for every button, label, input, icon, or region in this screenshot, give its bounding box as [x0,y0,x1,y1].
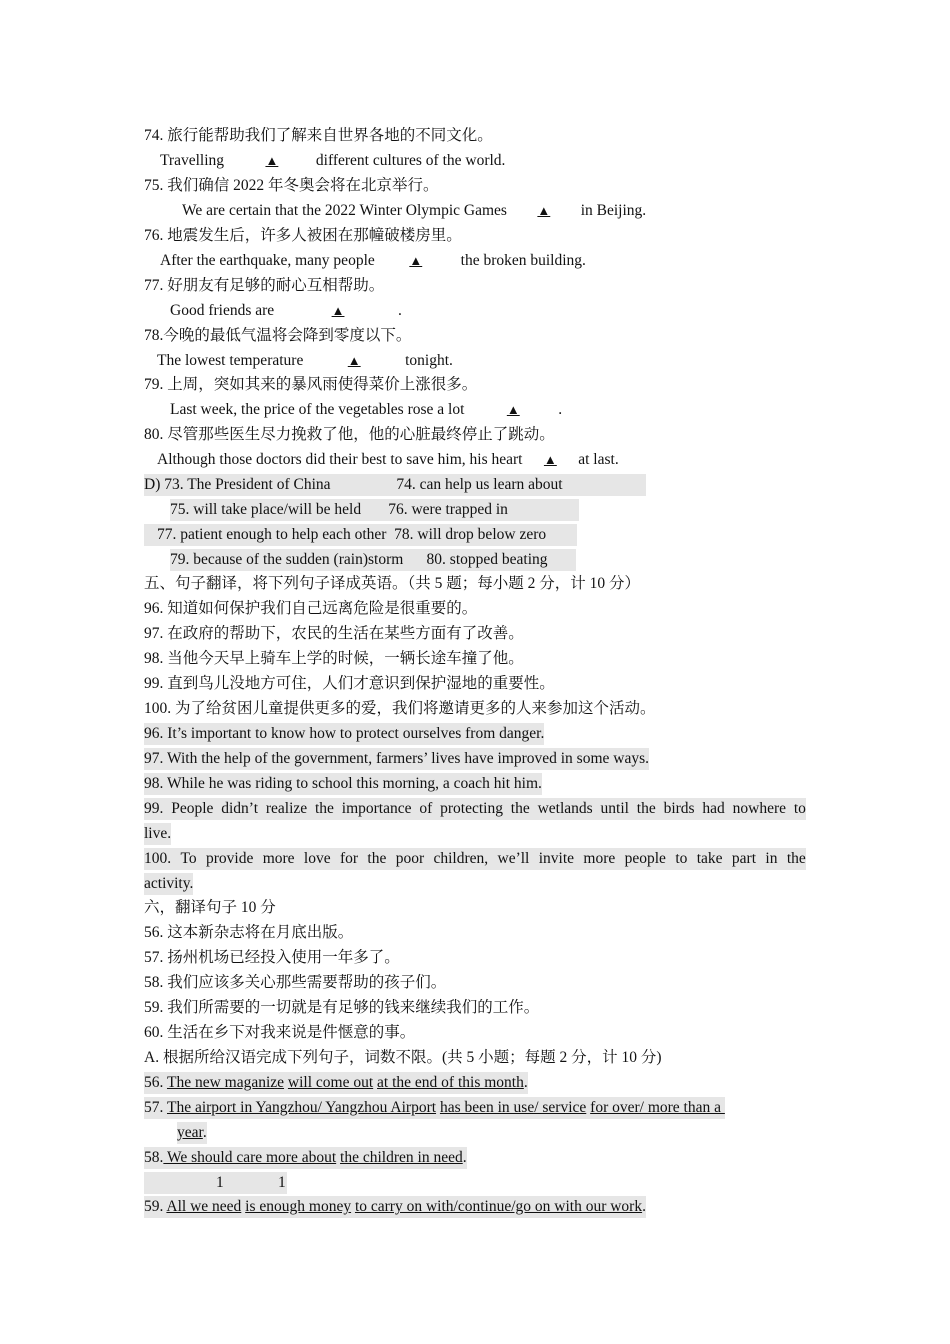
part-a-instruction: A. 根据所给汉语完成下列句子，词数不限。(共 5 小题；每题 2 分，计 10 分) [144,1049,662,1066]
q80-blank [526,449,574,471]
q77-blank [278,300,398,322]
answer-58-part-2: the children in need [340,1149,463,1166]
answer-100-word: children, [433,850,489,867]
q74-suffix: different cultures of the world. [315,152,506,169]
score-row [144,1172,287,1194]
answer-56-part-2: will come out [287,1074,374,1091]
triangle-marker: ▲ [543,452,557,467]
section-5-title: 五、句子翻译，将下列句子译成英语。（共 5 题；每小题 2 分，计 10 分） [144,575,641,592]
answer-100-word: love [303,850,331,867]
question-76-chinese: 76. 地震发生后，许多人被困在那幢破楼房里。 [144,227,462,244]
question-59-chinese: 59. 我们所需要的一切就是有足够的钱来继续我们的工作。 [144,999,540,1016]
q80-prefix: Although those doctors did their best to save him, his heart [157,451,527,468]
answer-99-word: didn’t [221,800,258,817]
answer-59 [144,1196,646,1218]
answer-100-word: for [339,850,359,867]
answers-d-line-3: 77. patient enough to help each other 78. will drop below zero [144,524,577,546]
score-value-2: 1 [278,1174,286,1191]
triangle-marker: ▲ [347,353,361,368]
answer-56-part-1: The new maganize [166,1074,285,1091]
answer-59-part-3: to carry on with/continue/go on with our work [354,1198,643,1215]
answer-97: 97. With the help of the government, farmers’ lives have improved in some ways. [144,748,649,770]
answer-57-line-2 [177,1122,207,1144]
answer-100-line-1 [144,848,806,870]
question-58-chinese: 58. 我们应该多关心那些需要帮助的孩子们。 [144,974,447,991]
answers-d-line-1: D) 73. The President of China 74. can help us learn about [144,474,646,496]
answers-d-line-4: 79. because of the sudden (rain)storm 80. stopped beating [170,549,576,571]
q76-blank [375,250,457,272]
answer-100-word: take [696,850,723,867]
q78-suffix: tonight. [401,352,453,369]
q77-suffix: . [398,302,402,319]
answer-99-word: nowhere [732,800,787,817]
answer-99-word: wetlands [537,800,593,817]
answer-100-word: more [583,850,616,867]
q77-prefix: Good friends are [170,302,279,319]
answer-100-word: we’ll [497,850,530,867]
answer-100-word: to [675,850,688,867]
answer-99-word: the [510,800,530,817]
answer-56-number: 56. [144,1074,167,1091]
answer-99-word: the [314,800,334,817]
answer-100-word: the [786,850,806,867]
q75-prefix: We are certain that the 2022 Winter Olympic Games [182,202,511,219]
q74-prefix: Travelling [160,152,228,169]
q75-suffix: in Beijing. [576,202,647,219]
q79-blank [468,399,558,421]
answer-99-word: birds [663,800,695,817]
answer-59-part-2: is enough money [245,1198,352,1215]
answer-99-word: People [171,800,214,817]
answer-57-part-3: for over/ more than a [590,1099,725,1116]
q79-prefix: Last week, the price of the vegetables rose a lot [170,401,469,418]
section-6-title: 六，翻译句子 10 分 [144,899,276,916]
triangle-marker: ▲ [331,303,345,318]
answer-59-part-1: All we need [166,1198,242,1215]
answer-99-word: 99. [144,800,164,817]
question-96-chinese: 96. 知道如何保护我们自己远离危险是很重要的。 [144,600,478,617]
answer-96: 96. It’s important to know how to protect ourselves from danger. [144,723,544,745]
answer-99-line-2: live. [144,823,171,845]
answer-99-word: until [600,800,629,817]
answer-58-period: . [462,1149,467,1166]
triangle-marker: ▲ [506,402,520,417]
answer-57-period: . [202,1124,207,1141]
question-78-english [157,350,453,372]
answer-56-part-3: at the end of this month [377,1074,524,1091]
q78-prefix: The lowest temperature [157,352,308,369]
q74-blank [228,150,316,172]
answer-100-word: more [262,850,295,867]
answer-98: 98. While he was riding to school this morning, a coach hit him. [144,773,542,795]
answer-56 [144,1072,528,1094]
answer-100-word: part [731,850,757,867]
q76-prefix: After the earthquake, many people [160,252,375,269]
answer-100-word: people [624,850,666,867]
answer-100-word: To [180,850,197,867]
question-97-chinese: 97. 在政府的帮助下，农民的生活在某些方面有了改善。 [144,625,524,642]
answer-57-part-1: The airport in Yangzhou/ Yangzhou Airport [166,1099,437,1116]
answer-100-word: 100. [144,850,172,867]
answer-59-number: 59. [144,1198,167,1215]
question-75-chinese: 75. 我们确信 2022 年冬奥会将在北京举行。 [144,177,439,194]
question-77-chinese: 77. 好朋友有足够的耐心互相帮助。 [144,277,385,294]
score-value-1: 1 [216,1174,224,1191]
question-100-chinese: 100. 为了给贫困儿童提供更多的爱，我们将邀请更多的人来参加这个活动。 [144,700,656,717]
answer-100-word: in [765,850,778,867]
question-98-chinese: 98. 当他今天早上骑车上学的时候，一辆长途车撞了他。 [144,650,524,667]
answer-100-word: invite [538,850,575,867]
answer-99-word: of [419,800,433,817]
answer-56-period: . [523,1074,528,1091]
q76-suffix: the broken building. [456,252,586,269]
q75-blank [511,200,577,222]
q78-blank [307,350,401,372]
answer-100-line-2: activity. [144,873,193,895]
answer-100-word: poor [395,850,425,867]
answer-58-part-1: We should care more about [163,1149,337,1166]
answer-99-word: realize [265,800,308,817]
answer-57-number: 57. [144,1099,167,1116]
question-77-english [170,300,402,322]
question-57-chinese: 57. 扬州机场已经投入使用一年多了。 [144,949,400,966]
question-76-english [160,250,586,272]
question-74-chinese: 74. 旅行能帮助我们了解来自世界各地的不同文化。 [144,127,493,144]
question-80-chinese: 80. 尽管那些医生尽力挽救了他，他的心脏最终停止了跳动。 [144,426,555,443]
question-99-chinese: 99. 直到鸟儿没地方可住，人们才意识到保护湿地的重要性。 [144,675,555,692]
answer-100-word: provide [205,850,254,867]
answer-57-part-4: year [177,1124,203,1141]
answer-99-line-1 [144,798,806,820]
triangle-marker: ▲ [409,253,423,268]
answers-d-line-2: 75. will take place/will be held 76. were trapped in [170,499,579,521]
question-79-english [170,399,562,421]
triangle-marker: ▲ [537,203,551,218]
answer-58-number: 58. [144,1149,164,1166]
answer-100-word: the [367,850,387,867]
question-75-english [182,200,646,222]
answer-99-word: importance [341,800,412,817]
question-78-chinese: 78.今晚的最低气温将会降到零度以下。 [144,327,412,344]
answer-58 [144,1147,467,1169]
answer-99-word: the [636,800,656,817]
answer-57-part-2: has been in use/ service [439,1099,587,1116]
q79-suffix: . [558,401,563,418]
question-60-chinese: 60. 生活在乡下对我来说是件惬意的事。 [144,1024,416,1041]
answer-99-word: to [793,800,806,817]
question-74-english [160,150,505,172]
q80-suffix: at last. [574,451,619,468]
answer-99-word: protecting [440,800,503,817]
triangle-marker: ▲ [265,153,279,168]
answer-59-period: . [642,1198,646,1215]
answer-99-word: had [702,800,725,817]
question-56-chinese: 56. 这本新杂志将在月底出版。 [144,924,354,941]
question-79-chinese: 79. 上周，突如其来的暴风雨使得菜价上涨很多。 [144,376,478,393]
question-80-english [157,449,619,471]
answer-57-line-1 [144,1097,725,1119]
